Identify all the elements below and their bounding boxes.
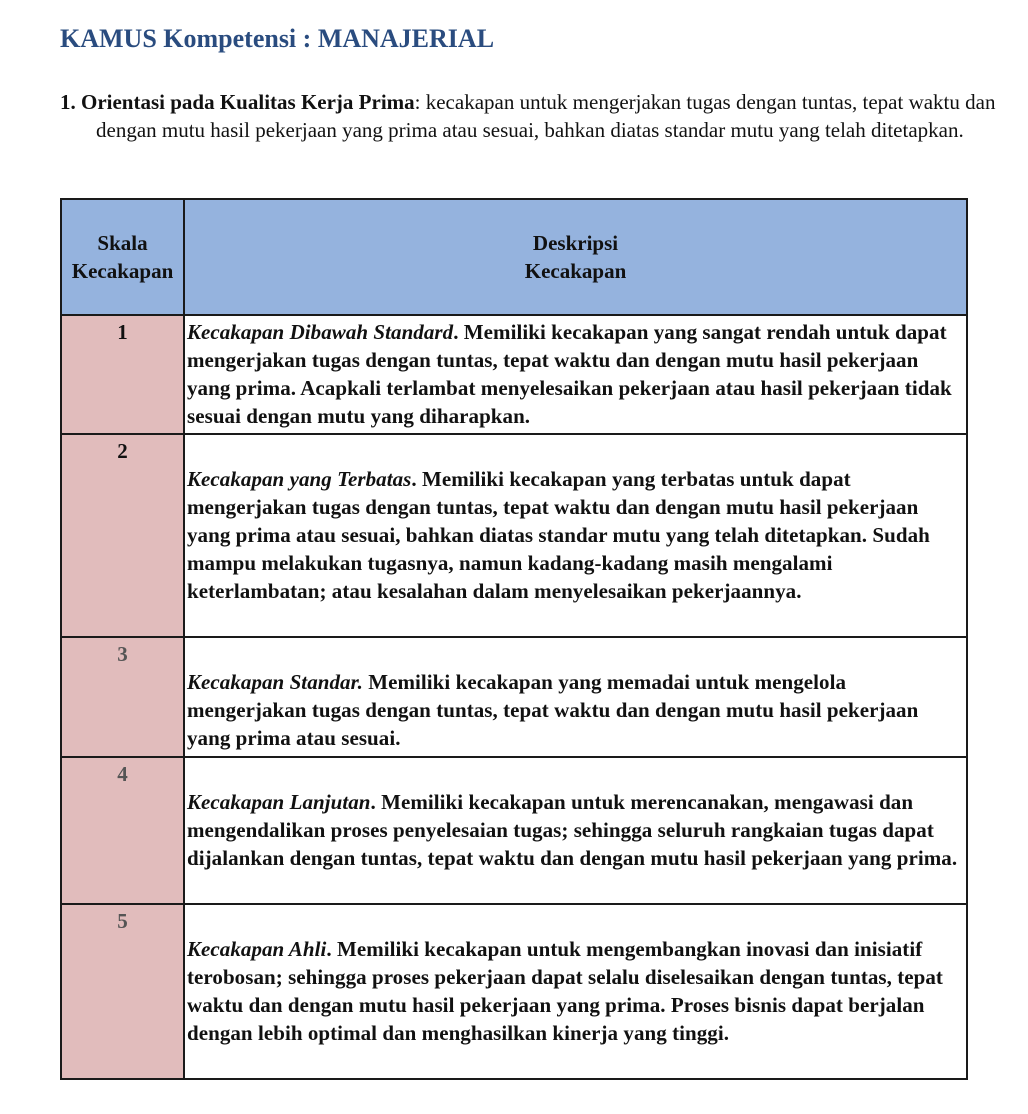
competency-scale-table <box>60 198 968 1080</box>
scale-level-cell: 4 <box>61 757 184 904</box>
level-name: Kecakapan Lanjutan <box>187 790 371 814</box>
level-description-cell <box>184 637 967 757</box>
table-row <box>61 904 967 1079</box>
level-name: Kecakapan yang Terbatas <box>187 467 412 491</box>
competency-intro <box>60 88 996 144</box>
level-name: Kecakapan Dibawah Standard <box>187 320 454 344</box>
level-description-cell <box>184 757 967 904</box>
competency-definition: : kecakapan untuk mengerjakan tugas dengan tuntas, tepat waktu dan dengan mutu hasil pekerjaan yang prima atau sesuai, bahkan diatas standar mutu yang telah ditetapkan. <box>96 90 996 142</box>
scale-level-cell: 1 <box>61 315 184 434</box>
level-description-cell <box>184 434 967 637</box>
scale-level-cell: 2 <box>61 434 184 637</box>
table-row <box>61 315 967 434</box>
scale-level-cell: 3 <box>61 637 184 757</box>
table-row <box>61 637 967 757</box>
level-name: Kecakapan Standar. <box>187 670 363 694</box>
table-row <box>61 757 967 904</box>
level-description: Memiliki kecakapan yang memadai untuk mengelola mengerjakan tugas dengan tuntas, tepat waktu dan dengan mutu hasil pekerjaan yang prima atau sesuai. <box>187 670 919 750</box>
level-name: Kecakapan Ahli <box>187 937 327 961</box>
table-header-row <box>61 199 967 315</box>
level-description: . Memiliki kecakapan untuk mengembangkan inovasi dan inisiatif terobosan; sehingga proses pekerjaan dapat selalu diselesaikan dengan tuntas, tepat waktu dan dengan mutu hasil pekerjaan yang prima. Proses bisnis dapat berjalan dengan lebih optimal dan menghasilkan kinerja yang tinggi. <box>187 937 943 1045</box>
header-skala-kecakapan: Skala Kecakapan <box>61 199 184 315</box>
level-description: . Memiliki kecakapan yang sangat rendah untuk dapat mengerjakan tugas dengan tuntas, tepat waktu dan dengan mutu hasil pekerjaan yang prima. Acapkali terlambat menyelesaikan pekerjaan atau hasil pekerjaan tidak sesuai dengan mutu yang diharapkan. <box>187 320 952 428</box>
scale-level-cell: 5 <box>61 904 184 1079</box>
level-description-cell <box>184 904 967 1079</box>
competency-name: 1. Orientasi pada Kualitas Kerja Prima <box>60 90 415 114</box>
level-description: . Memiliki kecakapan yang terbatas untuk dapat mengerjakan tugas dengan tuntas, tepat waktu dan dengan mutu hasil pekerjaan yang prima atau sesuai, bahkan diatas standar mutu yang telah ditetapkan. Sudah mampu melakukan tugasnya, namun kadang-kadang masih mengalami keterlambatan; atau kesalahan dalam menyelesaikan pekerjaannya. <box>187 467 930 603</box>
level-description-cell <box>184 315 967 434</box>
document-title: KAMUS Kompetensi : MANAJERIAL <box>60 24 495 53</box>
header-deskripsi-kecakapan: Deskripsi Kecakapan <box>184 199 967 315</box>
level-description: . Memiliki kecakapan untuk merencanakan, mengawasi dan mengendalikan proses penyelesaian tugas; sehingga seluruh rangkaian tugas dapat dijalankan dengan tuntas, tepat waktu dan dengan mutu hasil pekerjaan yang prima. <box>187 790 958 870</box>
table-row <box>61 434 967 637</box>
